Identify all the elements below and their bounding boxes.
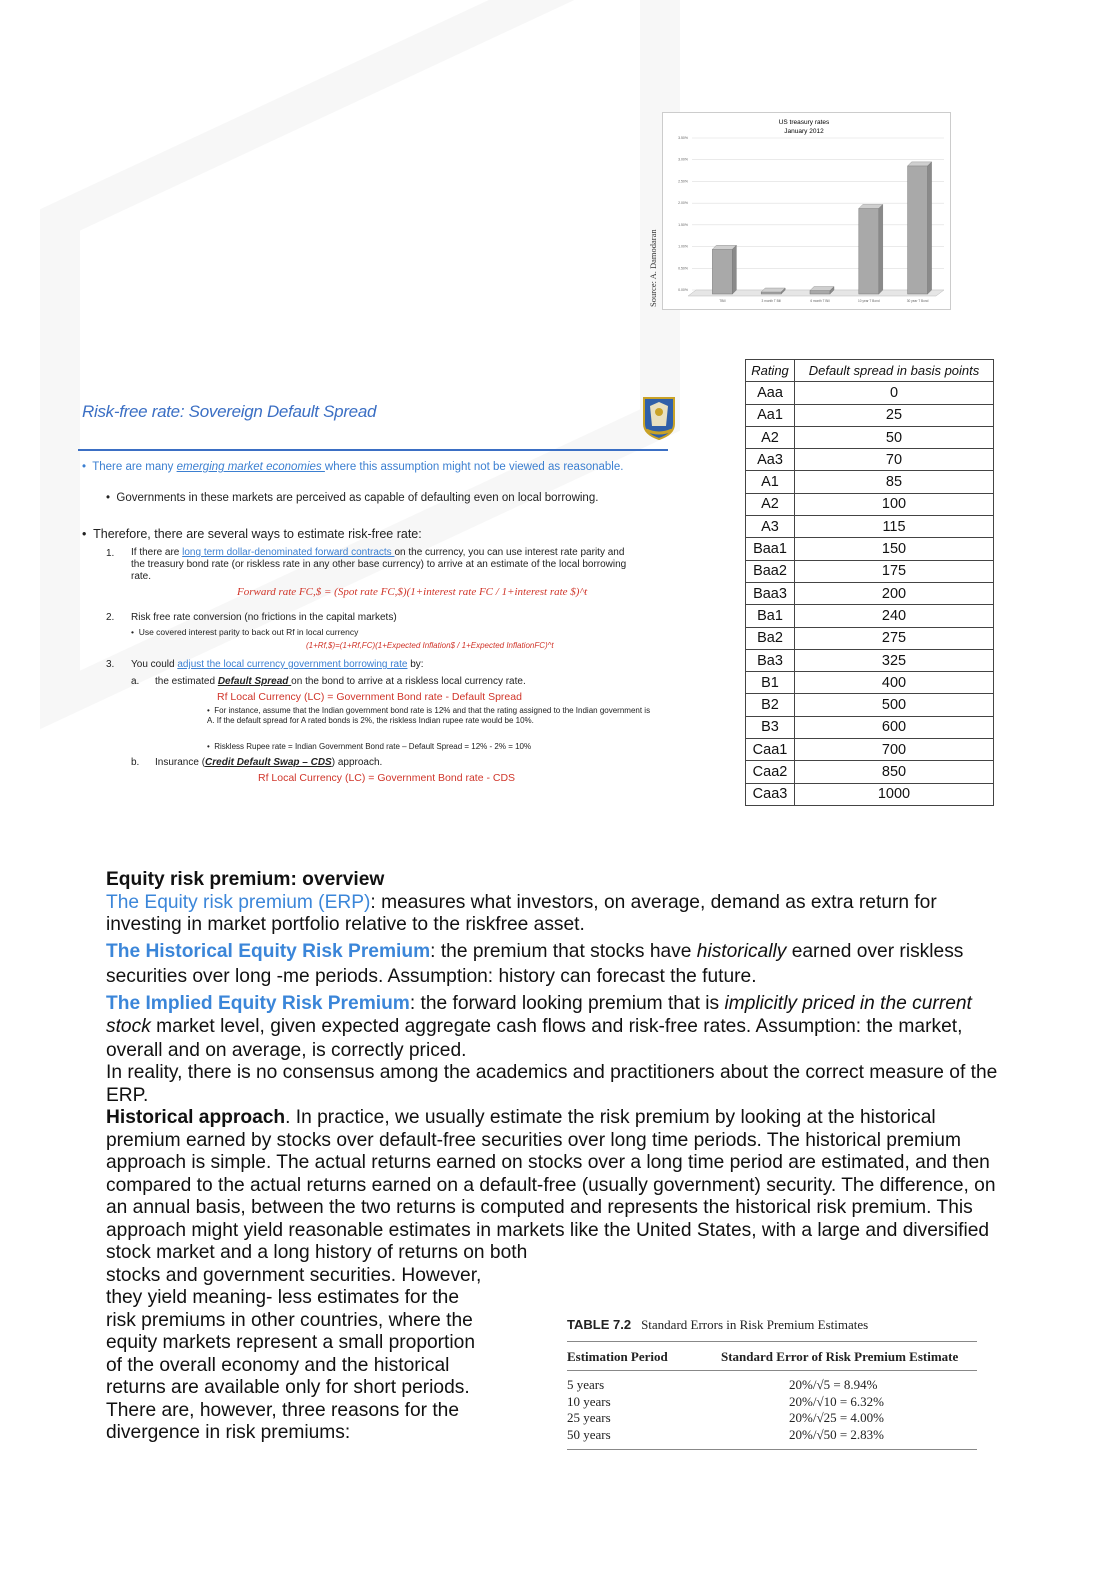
table-row: [746, 560, 994, 582]
item-3-num: 3.: [106, 659, 115, 670]
adjust-rate-link[interactable]: adjust the local currency government borrowing rate: [177, 659, 408, 670]
table-row: [746, 404, 994, 426]
bar-side: [732, 245, 736, 294]
rating-cell: A1: [746, 471, 795, 493]
chart-frame: [663, 113, 951, 310]
narrow-line: they yield meaning- less estimates for the: [106, 1287, 460, 1308]
table-row: [746, 471, 994, 493]
table-7-2-caption: [567, 1317, 977, 1342]
table-row: [746, 382, 994, 404]
rating-cell: B3: [746, 716, 795, 738]
table-row: [567, 1377, 977, 1394]
y-tick-label: 3.00%: [678, 157, 688, 162]
implied-erp: [106, 992, 1011, 1063]
table-row: [567, 1410, 977, 1427]
erp-heading: Equity risk premium: overview: [106, 869, 385, 890]
example-india: • For instance, assume that the Indian government bond rate is 12% and that the rating assigned to the Indian government is A. If the default spread for A rated bonds is 2%, the riskless Indian rupee rate would be 10%.: [207, 706, 651, 725]
parity-formula: (1+Rf,$)=(1+Rf,FC)(1+Expected Inflation$ / 1+Expected InflationFC)^t: [306, 641, 554, 650]
std-error-cell: 20%/√5 = 8.94%: [789, 1377, 878, 1392]
forward-rate-formula: Forward rate FC,$ = (Spot rate FC,$)(1+interest rate FC / 1+interest rate $)^t: [237, 586, 588, 598]
item-b-pre: Insurance (: [155, 757, 206, 768]
rating-cell: Ba3: [746, 649, 795, 671]
table-7-2-caption-text: Standard Errors in Risk Premium Estimates: [641, 1317, 869, 1332]
spread-cell: 400: [795, 672, 994, 694]
std-error-cell: 20%/√25 = 4.00%: [789, 1410, 884, 1425]
implied-erp-b: market level, given expected aggregate cash flows and risk-free rates. Assumption: the market, overall and on average, is correctly priced.: [106, 1016, 963, 1061]
spread-cell: 600: [795, 716, 994, 738]
historical-erp-em: historically: [696, 940, 787, 962]
spread-cell: 500: [795, 694, 994, 716]
std-error-cell: 20%/√10 = 6.32%: [789, 1393, 884, 1409]
spread-cell: 850: [795, 761, 994, 783]
estimation-period-header: Estimation Period: [567, 1349, 668, 1364]
spread-cell: 85: [795, 471, 994, 493]
slide-title-rule: [78, 449, 668, 451]
rating-cell: Baa1: [746, 538, 795, 560]
narrow-line: There are, however, three reasons for the: [106, 1399, 460, 1421]
implied-erp-term: The Implied Equity Risk Premium: [106, 992, 410, 1014]
rating-cell: Ba1: [746, 605, 795, 627]
narrow-line: of the overall economy and the historical: [106, 1354, 450, 1376]
chart-source: Source: A. Damodaran: [648, 229, 658, 307]
x-tick-label: 30 year T Bond: [906, 299, 929, 303]
item-1-post: on the currency, you can use interest rate parity and the treasury bond rate (or riskless rate in any other base currency) to arrive at an estimate of the local borrowing rate.: [131, 547, 627, 582]
item-a-post: on the bond to arrive at a riskless local currency rate.: [291, 676, 526, 687]
y-tick-label: 2.00%: [678, 201, 688, 206]
spread-cell: 115: [795, 516, 994, 538]
slide-bullet-1-post: where this assumption might not be viewed as reasonable.: [324, 461, 624, 473]
rating-cell: Baa3: [746, 582, 795, 604]
item-b-text: [155, 756, 382, 769]
table-row: [746, 449, 994, 471]
y-tick-label: 0.00%: [678, 288, 688, 292]
university-logo-icon: [642, 396, 676, 440]
implied-erp-em: implicitly priced in the current stock: [106, 992, 972, 1037]
default-spread-term: Default Spread: [217, 676, 292, 687]
item-1-num: 1.: [106, 548, 115, 559]
spread-cell: 240: [795, 605, 994, 627]
rating-cell: A2: [746, 426, 795, 448]
bar: [859, 208, 879, 294]
narrow-line: stocks and government securities. However,: [106, 1264, 482, 1286]
item-3-post: by:: [407, 659, 424, 670]
treasury-rates-chart: [648, 112, 954, 312]
erp-def-text: : measures what investors, on average, demand as extra return for investing in market portfolio relative to the riskfree asset.: [106, 891, 937, 935]
rating-spread-table: [745, 359, 994, 806]
x-tick-label: 10 year T Bond: [857, 299, 880, 303]
forward-contracts-link[interactable]: long term dollar-denominated forward contracts: [182, 547, 395, 558]
period-cell: 50 years: [567, 1426, 611, 1442]
item-b-post: ) approach.: [331, 757, 383, 768]
rating-cell: A3: [746, 516, 795, 538]
emerging-markets-link[interactable]: emerging market economies: [176, 461, 325, 473]
period-cell: 5 years: [567, 1377, 605, 1392]
item-a-label: a.: [131, 676, 140, 687]
rating-cell: Aaa: [746, 382, 795, 404]
y-tick-label: 0.50%: [678, 266, 688, 271]
reality-paragraph: In reality, there is no consensus among the academics and practitioners about the correct measure of the ERP.: [106, 1062, 998, 1106]
chart-title: US treasury rates: [778, 119, 830, 126]
narrow-line: equity markets represent a small proportion: [106, 1332, 475, 1353]
spread-cell: 175: [795, 560, 994, 582]
table-row: [746, 694, 994, 716]
example-rupee: • Riskless Rupee rate = Indian Government Bond rate – Default Spread = 12% - 2% = 10%: [207, 742, 532, 751]
spread-cell: 70: [795, 449, 994, 471]
slide-bullet-2-text: Therefore, there are several ways to estimate risk-free rate:: [93, 527, 422, 541]
narrow-paragraph: [106, 1265, 526, 1445]
table-row: [746, 582, 994, 604]
item-2-text: Risk free rate conversion (no frictions in the capital markets): [131, 612, 397, 623]
item-a-pre: the estimated: [155, 676, 218, 687]
spread-cell: 1000: [795, 783, 994, 805]
item-1-pre: If there are: [131, 547, 183, 558]
historical-erp: [106, 939, 1011, 989]
item-3-text: [131, 658, 424, 671]
table-7-2-header: [567, 1342, 977, 1371]
narrow-line: risk premiums in other countries, where the: [106, 1309, 473, 1331]
slide-title: Risk-free rate: Sovereign Default Spread: [82, 402, 377, 421]
rating-cell: Baa2: [746, 560, 795, 582]
standard-error-header: Standard Error of Risk Premium Estimate: [721, 1349, 959, 1364]
default-spread-formula: Rf Local Currency (LC) = Government Bond rate - Default Spread: [217, 691, 522, 703]
x-tick-label: 6 month T Bill: [810, 299, 830, 303]
spread-cell: 25: [795, 404, 994, 426]
table-7-2-label: TABLE 7.2: [567, 1317, 632, 1332]
table-row: [746, 516, 994, 538]
narrow-line: returns are available only for short periods.: [106, 1377, 470, 1398]
table-row: [746, 605, 994, 627]
chart-subtitle: January 2012: [784, 128, 824, 135]
rating-cell: Caa3: [746, 783, 795, 805]
erp-definition: [106, 892, 1011, 937]
chart-svg: [648, 112, 954, 312]
rating-cell: B1: [746, 672, 795, 694]
rating-cell: Caa1: [746, 739, 795, 761]
spread-cell: 700: [795, 739, 994, 761]
historical-approach: [106, 1107, 1011, 1265]
x-tick-label: TBill: [719, 299, 726, 303]
y-tick-label: 1.50%: [678, 222, 688, 227]
historical-erp-term: The Historical Equity Risk Premium: [106, 940, 431, 962]
rating-cell: Aa1: [746, 404, 795, 426]
historical-approach-text: . In practice, we usually estimate the risk premium by looking at the historical premium earned by stocks over default-free securities over long time periods. The historical premium approach is simple. The actual returns earned on stocks over a long time period are estimated, and then compared to the actual returns earned on a default-free (usually government) security. The difference, on an annual basis, between the two returns is computed and represents the historical risk premium. This approach might yield reasonable estimates in markets like the United States, with a large and diversified stock market and a long history of returns on both: [106, 1107, 996, 1263]
example-rupee-text: Riskless Rupee rate = Indian Government Bond rate – Default Spread = 12% - 2% = 10%: [214, 742, 532, 751]
item-a-text: [155, 675, 526, 688]
item-2-num: 2.: [106, 612, 115, 623]
spread-cell: 100: [795, 493, 994, 515]
slide-sub-bullet-1: • Governments in these markets are perceived as capable of defaulting even on local borrowing.: [106, 492, 599, 504]
narrow-line: divergence in risk premiums:: [106, 1422, 351, 1443]
table-row: [746, 739, 994, 761]
table-row: [567, 1427, 977, 1444]
historical-erp-b: earned over riskless securities over long -me periods. Assumption: history can forecast the future.: [106, 940, 964, 987]
rating-cell: Caa2: [746, 761, 795, 783]
x-tick-label: 3 month T Bill: [761, 299, 781, 303]
spread-cell: 150: [795, 538, 994, 560]
table-7-2: [567, 1317, 977, 1450]
item-b-label: b.: [131, 757, 140, 768]
table-row: [746, 627, 994, 649]
y-tick-label: 2.50%: [678, 179, 688, 184]
table-row: [746, 783, 994, 805]
slide-bullet-2: • Therefore, there are several ways to estimate risk-free rate:: [82, 527, 422, 541]
slide-sub-bullet-1-text: Governments in these markets are perceived as capable of defaulting even on local borrowing.: [116, 492, 599, 504]
bar-side: [928, 162, 932, 294]
spread-cell: 50: [795, 426, 994, 448]
rating-col-header: Rating: [746, 360, 795, 382]
implied-erp-a: : the forward looking premium that is: [409, 992, 725, 1014]
rating-table-header: [746, 360, 994, 382]
item-3-pre: You could: [131, 659, 178, 670]
bar: [810, 291, 830, 294]
y-tick-label: 3.50%: [678, 136, 688, 140]
spread-cell: 0: [795, 382, 994, 404]
slide-bullet-1: • There are many emerging market economies where this assumption might not be viewed as reasonable.: [82, 461, 624, 473]
table-row: [746, 426, 994, 448]
table-row: [746, 493, 994, 515]
rating-cell: Aa3: [746, 449, 795, 471]
slide-bullet-1-pre: There are many: [92, 461, 177, 473]
spread-cell: 325: [795, 649, 994, 671]
example-india-text: For instance, assume that the Indian government bond rate is 12% and that the rating assigned to the Indian government is A. If the default spread for A rated bonds is 2%, the riskless Indian rupee rate would be 10%.: [207, 706, 651, 725]
erp-term: The Equity risk premium (ERP): [106, 891, 371, 913]
table-row: [567, 1394, 977, 1411]
period-cell: 10 years: [567, 1393, 611, 1409]
bar-side: [879, 204, 883, 294]
spread-cell: 275: [795, 627, 994, 649]
cds-formula: Rf Local Currency (LC) = Government Bond rate - CDS: [258, 772, 516, 784]
bar: [712, 249, 732, 294]
rating-cell: B2: [746, 694, 795, 716]
cds-term: Credit Default Swap – CDS: [205, 757, 332, 768]
bar: [908, 166, 928, 294]
spread-col-header: Default spread in basis points: [795, 360, 994, 382]
item-1-text: [131, 547, 641, 583]
table-row: [746, 538, 994, 560]
period-cell: 25 years: [567, 1410, 611, 1425]
spread-cell: 200: [795, 582, 994, 604]
table-row: [746, 761, 994, 783]
item-2-sub-text: Use covered interest parity to back out Rf in local currency: [138, 627, 359, 637]
rating-cell: A2: [746, 493, 795, 515]
bar: [761, 292, 781, 294]
table-row: [746, 649, 994, 671]
table-row: [746, 716, 994, 738]
rating-cell: Ba2: [746, 627, 795, 649]
y-tick-label: 1.00%: [678, 244, 688, 249]
std-error-cell: 20%/√50 = 2.83%: [789, 1426, 884, 1442]
historical-erp-a: : the premium that stocks have: [430, 940, 697, 962]
table-row: [746, 672, 994, 694]
item-2-sub: • Use covered interest parity to back out Rf in local currency: [131, 627, 359, 637]
historical-approach-term: Historical approach: [106, 1107, 286, 1128]
